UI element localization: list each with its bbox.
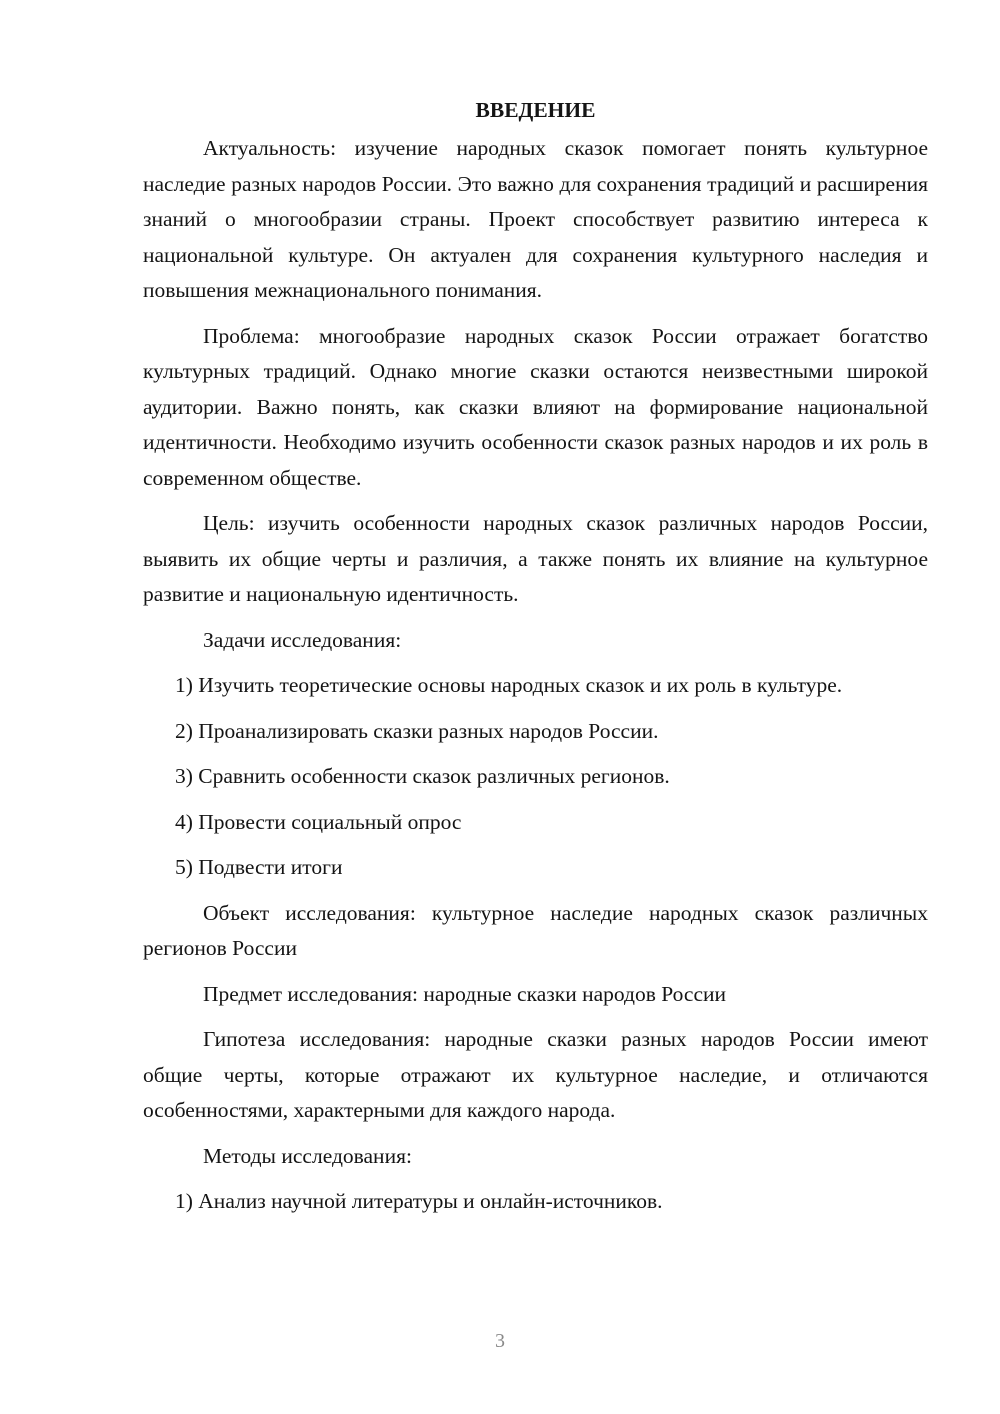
- paragraph-object: Объект исследования: культурное наследие народных сказок различных регионов России: [143, 900, 928, 960]
- task-item-2: 2) Проанализировать сказки разных народов России.: [175, 718, 659, 743]
- paragraph-problem: Проблема: многообразие народных сказок России отражает богатство культурных традиций. Однако многие сказки остаются неизвестными широкой аудитории. Важно понять, как сказки влияют на формирование национальной идентичности. Необходимо изучить особенности сказок разных народов и их роль в современном обществе.: [143, 323, 928, 490]
- methods-heading: Методы исследования:: [203, 1143, 412, 1168]
- paragraph-hypothesis: Гипотеза исследования: народные сказки разных народов России имеют общие черты, которые отражают их культурное наследие, и отличаются особенностями, характерными для каждого народа.: [143, 1027, 928, 1122]
- paragraph-goal: Цель: изучить особенности народных сказок различных народов России, выявить их общие черты и различия, а также понять их влияние на культурное развитие и национальную идентичность.: [143, 511, 928, 606]
- paragraph-subject: Предмет исследования: народные сказки народов России: [203, 981, 727, 1006]
- document-page: [143, 92, 928, 1230]
- method-item-1: 1) Анализ научной литературы и онлайн-источников.: [175, 1189, 663, 1213]
- page-number: 3: [495, 1330, 505, 1352]
- task-item-4: 4) Провести социальный опрос: [175, 809, 462, 834]
- task-item-3: 3) Сравнить особенности сказок различных регионов.: [175, 764, 670, 788]
- task-item-1: 1) Изучить теоретические основы народных сказок и их роль в культуре.: [175, 673, 843, 697]
- task-item-5: 5) Подвести итоги: [175, 855, 343, 879]
- section-title: ВВЕДЕНИЕ: [475, 98, 596, 122]
- tasks-heading: Задачи исследования:: [203, 627, 402, 652]
- paragraph-relevance: Актуальность: изучение народных сказок помогает понять культурное наследие разных народов России. Это важно для сохранения традиций и расширения знаний о многообразии страны. Проект способствует развитию интереса к национальной культуре. Он актуален для сохранения культурного наследия и повышения межнационального понимания.: [143, 136, 928, 302]
